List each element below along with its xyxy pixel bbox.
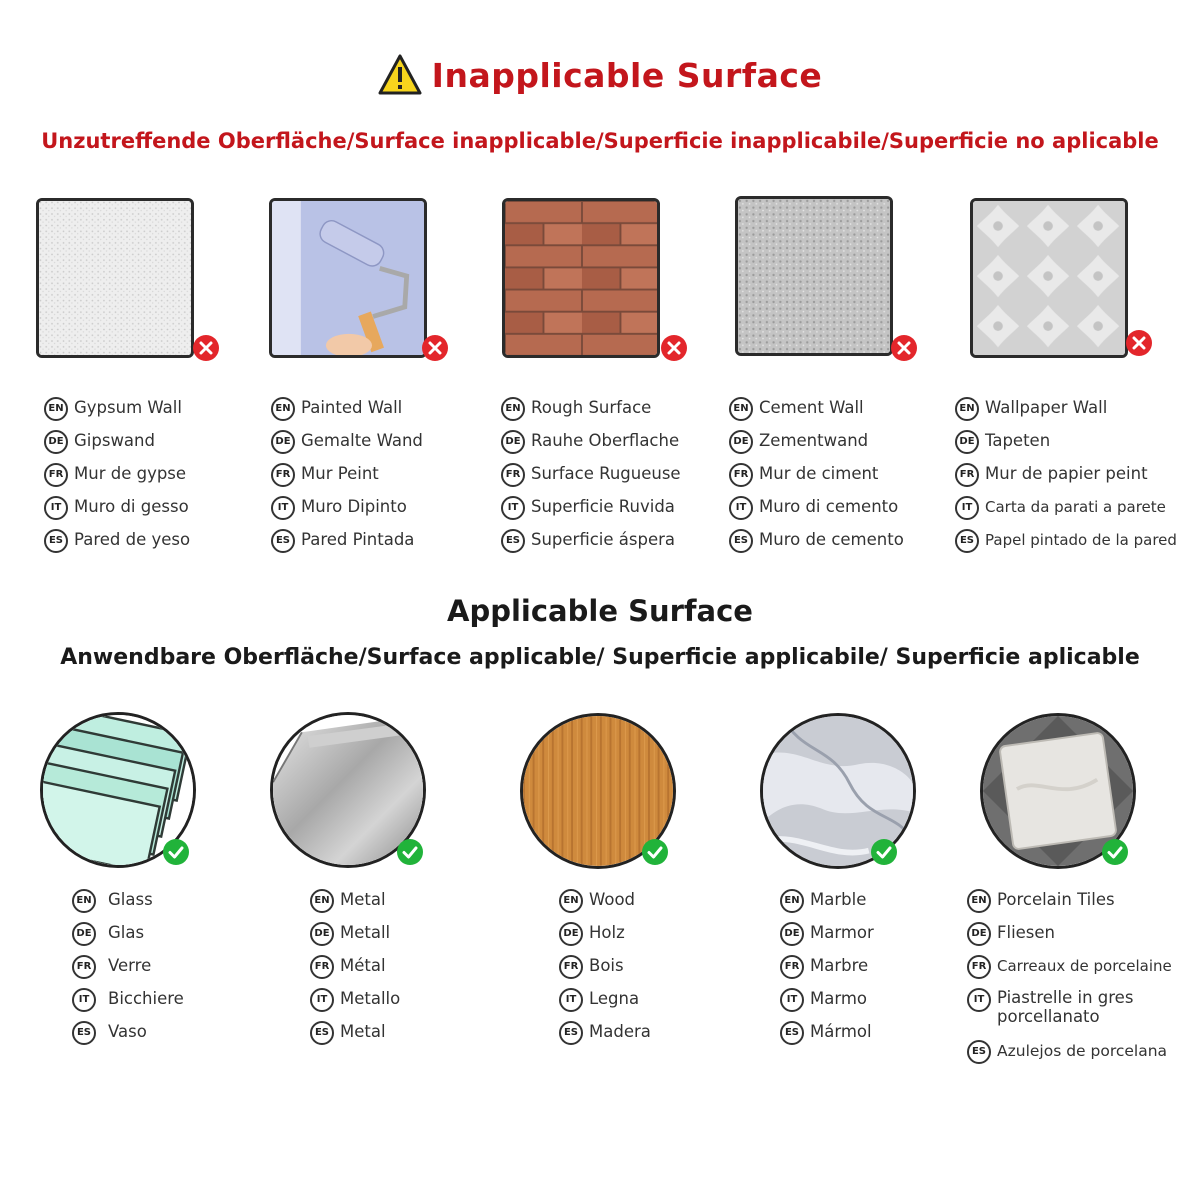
en-badge-icon: EN: [310, 889, 334, 913]
marble-labels: [780, 889, 874, 1054]
de-badge-icon: DE: [72, 922, 96, 946]
en-badge-icon: EN: [72, 889, 96, 913]
label-row-en: [72, 889, 184, 922]
gypsum-wall-image: [36, 198, 194, 358]
cement-wall-labels: [729, 397, 904, 562]
label-row-fr: [955, 463, 1177, 496]
check-mark-icon: [641, 838, 669, 866]
label-row-it: [559, 988, 651, 1021]
label-text: Gipswand: [74, 431, 155, 450]
label-text: Rough Surface: [531, 398, 652, 417]
en-badge-icon: EN: [729, 397, 753, 421]
it-badge-icon: IT: [955, 496, 979, 520]
es-badge-icon: ES: [559, 1021, 583, 1045]
check-mark-icon: [870, 838, 898, 866]
label-row-it: [729, 496, 904, 529]
label-text: Marble: [810, 890, 867, 909]
label-text: Gemalte Wand: [301, 431, 423, 450]
label-row-de: [955, 430, 1177, 463]
en-badge-icon: EN: [967, 889, 991, 913]
label-text: Rauhe Oberflache: [531, 431, 680, 450]
label-text: Verre: [108, 956, 152, 975]
label-row-en: [955, 397, 1177, 430]
label-text: Surface Rugueuse: [531, 464, 681, 483]
label-text: Mur de gypse: [74, 464, 187, 483]
fr-badge-icon: FR: [72, 955, 96, 979]
x-mark-icon: [1125, 329, 1153, 357]
it-badge-icon: IT: [44, 496, 68, 520]
label-row-fr: [310, 955, 400, 988]
de-badge-icon: DE: [310, 922, 334, 946]
label-text: Holz: [589, 923, 625, 942]
label-row-it: [501, 496, 681, 529]
de-badge-icon: DE: [501, 430, 525, 454]
label-text: Metal: [340, 1022, 386, 1041]
label-row-de: [501, 430, 681, 463]
de-badge-icon: DE: [967, 922, 991, 946]
de-badge-icon: DE: [271, 430, 295, 454]
label-text: Métal: [340, 956, 386, 975]
it-badge-icon: IT: [559, 988, 583, 1012]
label-text: Bicchiere: [108, 989, 184, 1008]
warning-icon: [378, 53, 422, 97]
fr-badge-icon: FR: [44, 463, 68, 487]
es-badge-icon: ES: [780, 1021, 804, 1045]
label-row-en: [501, 397, 681, 430]
label-row-it: [780, 988, 874, 1021]
fr-badge-icon: FR: [310, 955, 334, 979]
it-badge-icon: IT: [501, 496, 525, 520]
label-text: Glas: [108, 923, 145, 942]
x-mark-icon: [192, 334, 220, 362]
label-text: Glass: [108, 890, 153, 909]
gypsum-wall-labels: [44, 397, 190, 562]
fr-badge-icon: FR: [780, 955, 804, 979]
es-badge-icon: ES: [72, 1021, 96, 1045]
label-text: Cement Wall: [759, 398, 864, 417]
en-badge-icon: EN: [559, 889, 583, 913]
label-text: Carreaux de porcelaine: [997, 957, 1172, 975]
label-text: Muro di gesso: [74, 497, 189, 516]
label-row-es: [271, 529, 423, 562]
label-row-en: [559, 889, 651, 922]
label-row-es: [501, 529, 681, 562]
label-text: Mármol: [810, 1022, 872, 1041]
label-row-es: [967, 1040, 1192, 1073]
label-row-de: [967, 922, 1192, 955]
it-badge-icon: IT: [967, 988, 991, 1012]
inapplicable-title: Inapplicable Surface: [431, 55, 823, 95]
label-text: Tapeten: [985, 431, 1051, 450]
label-text: Pared de yeso: [74, 530, 191, 549]
label-text: Muro Dipinto: [301, 497, 407, 516]
check-mark-icon: [1101, 838, 1129, 866]
fr-badge-icon: FR: [955, 463, 979, 487]
check-mark-icon: [162, 838, 190, 866]
label-row-it: [72, 988, 184, 1021]
de-badge-icon: DE: [955, 430, 979, 454]
de-badge-icon: DE: [780, 922, 804, 946]
en-badge-icon: EN: [955, 397, 979, 421]
label-text: Zementwand: [759, 431, 869, 450]
label-row-es: [729, 529, 904, 562]
label-text: Mur Peint: [301, 464, 379, 483]
label-row-de: [729, 430, 904, 463]
es-badge-icon: ES: [955, 529, 979, 553]
label-row-en: [44, 397, 190, 430]
wallpaper-wall-labels: [955, 397, 1177, 562]
fr-badge-icon: FR: [559, 955, 583, 979]
label-row-fr: [501, 463, 681, 496]
label-text: Metallo: [340, 989, 401, 1008]
label-row-en: [780, 889, 874, 922]
label-text: Mur de papier peint: [985, 464, 1148, 483]
label-text: Superficie Ruvida: [531, 497, 675, 516]
label-row-it: [955, 496, 1177, 529]
label-text: Pared Pintada: [301, 530, 415, 549]
de-badge-icon: DE: [44, 430, 68, 454]
fr-badge-icon: FR: [729, 463, 753, 487]
label-text: Metall: [340, 923, 391, 942]
label-row-es: [955, 529, 1177, 562]
x-mark-icon: [421, 334, 449, 362]
fr-badge-icon: FR: [271, 463, 295, 487]
rough-surface-labels: [501, 397, 681, 562]
it-badge-icon: IT: [271, 496, 295, 520]
label-row-fr: [780, 955, 874, 988]
brick-wall-image: [502, 198, 660, 358]
label-row-de: [559, 922, 651, 955]
inapplicable-header: [0, 50, 1200, 100]
label-text: Gypsum Wall: [74, 398, 182, 417]
label-row-es: [44, 529, 190, 562]
label-text: Piastrelle in gres porcellanato: [997, 988, 1134, 1026]
label-text: Superficie áspera: [531, 530, 676, 549]
label-text: Muro de cemento: [759, 530, 904, 549]
en-badge-icon: EN: [271, 397, 295, 421]
label-text: Mur de ciment: [759, 464, 879, 483]
es-badge-icon: ES: [44, 529, 68, 553]
glass-labels: [72, 889, 184, 1054]
it-badge-icon: IT: [780, 988, 804, 1012]
label-row-fr: [729, 463, 904, 496]
label-text: Marbre: [810, 956, 869, 975]
label-row-en: [967, 889, 1192, 922]
painted-wall-labels: [271, 397, 423, 562]
label-row-es: [780, 1021, 874, 1054]
en-badge-icon: EN: [44, 397, 68, 421]
porcelain-tile-labels: [967, 889, 1192, 1073]
fr-badge-icon: FR: [501, 463, 525, 487]
inapplicable-subtitle: Unzutreffende Oberfläche/Surface inapplicable/Superficie inapplicabile/Superficie no aplicable: [41, 129, 1159, 153]
label-text: Marmo: [810, 989, 868, 1008]
wallpaper-wall-image: [970, 198, 1128, 358]
x-mark-icon: [660, 334, 688, 362]
label-row-de: [44, 430, 190, 463]
es-badge-icon: ES: [271, 529, 295, 553]
fr-badge-icon: FR: [967, 955, 991, 979]
label-text: Madera: [589, 1022, 651, 1041]
label-row-fr: [72, 955, 184, 988]
label-text: Azulejos de porcelana: [997, 1042, 1168, 1060]
wood-labels: [559, 889, 651, 1054]
es-badge-icon: ES: [967, 1040, 991, 1064]
painted-wall-image: [269, 198, 427, 358]
label-text: Papel pintado de la pared: [985, 531, 1177, 549]
label-row-es: [72, 1021, 184, 1054]
en-badge-icon: EN: [501, 397, 525, 421]
label-text: Marmor: [810, 923, 874, 942]
label-row-fr: [271, 463, 423, 496]
applicable-title: Applicable Surface: [447, 594, 753, 628]
label-row-it: [967, 988, 1192, 1040]
label-row-it: [310, 988, 400, 1021]
label-row-en: [729, 397, 904, 430]
label-text: Wallpaper Wall: [985, 398, 1108, 417]
es-badge-icon: ES: [310, 1021, 334, 1045]
es-badge-icon: ES: [729, 529, 753, 553]
label-row-de: [780, 922, 874, 955]
it-badge-icon: IT: [310, 988, 334, 1012]
label-row-it: [44, 496, 190, 529]
label-text: Porcelain Tiles: [997, 890, 1115, 909]
label-text: Wood: [589, 890, 636, 909]
applicable-subtitle: Anwendbare Oberfläche/Surface applicable/ Superficie applicabile/ Superficie aplicable: [60, 645, 1140, 670]
label-text: Painted Wall: [301, 398, 403, 417]
label-row-it: [271, 496, 423, 529]
en-badge-icon: EN: [780, 889, 804, 913]
label-row-en: [310, 889, 400, 922]
label-row-de: [72, 922, 184, 955]
check-mark-icon: [396, 838, 424, 866]
label-row-en: [271, 397, 423, 430]
label-row-de: [271, 430, 423, 463]
label-row-fr: [967, 955, 1192, 988]
label-text: Carta da parati a parete: [985, 498, 1166, 516]
label-text: Metal: [340, 890, 386, 909]
de-badge-icon: DE: [559, 922, 583, 946]
de-badge-icon: DE: [729, 430, 753, 454]
it-badge-icon: IT: [72, 988, 96, 1012]
metal-labels: [310, 889, 400, 1054]
label-text: Muro di cemento: [759, 497, 899, 516]
label-text: Legna: [589, 989, 640, 1008]
x-mark-icon: [890, 334, 918, 362]
it-badge-icon: IT: [729, 496, 753, 520]
cement-wall-image: [735, 196, 893, 356]
label-row-de: [310, 922, 400, 955]
label-row-es: [559, 1021, 651, 1054]
es-badge-icon: ES: [501, 529, 525, 553]
label-text: Vaso: [108, 1022, 147, 1041]
label-row-fr: [559, 955, 651, 988]
label-text: Bois: [589, 956, 624, 975]
label-text: Fliesen: [997, 923, 1056, 942]
label-row-es: [310, 1021, 400, 1054]
label-row-fr: [44, 463, 190, 496]
